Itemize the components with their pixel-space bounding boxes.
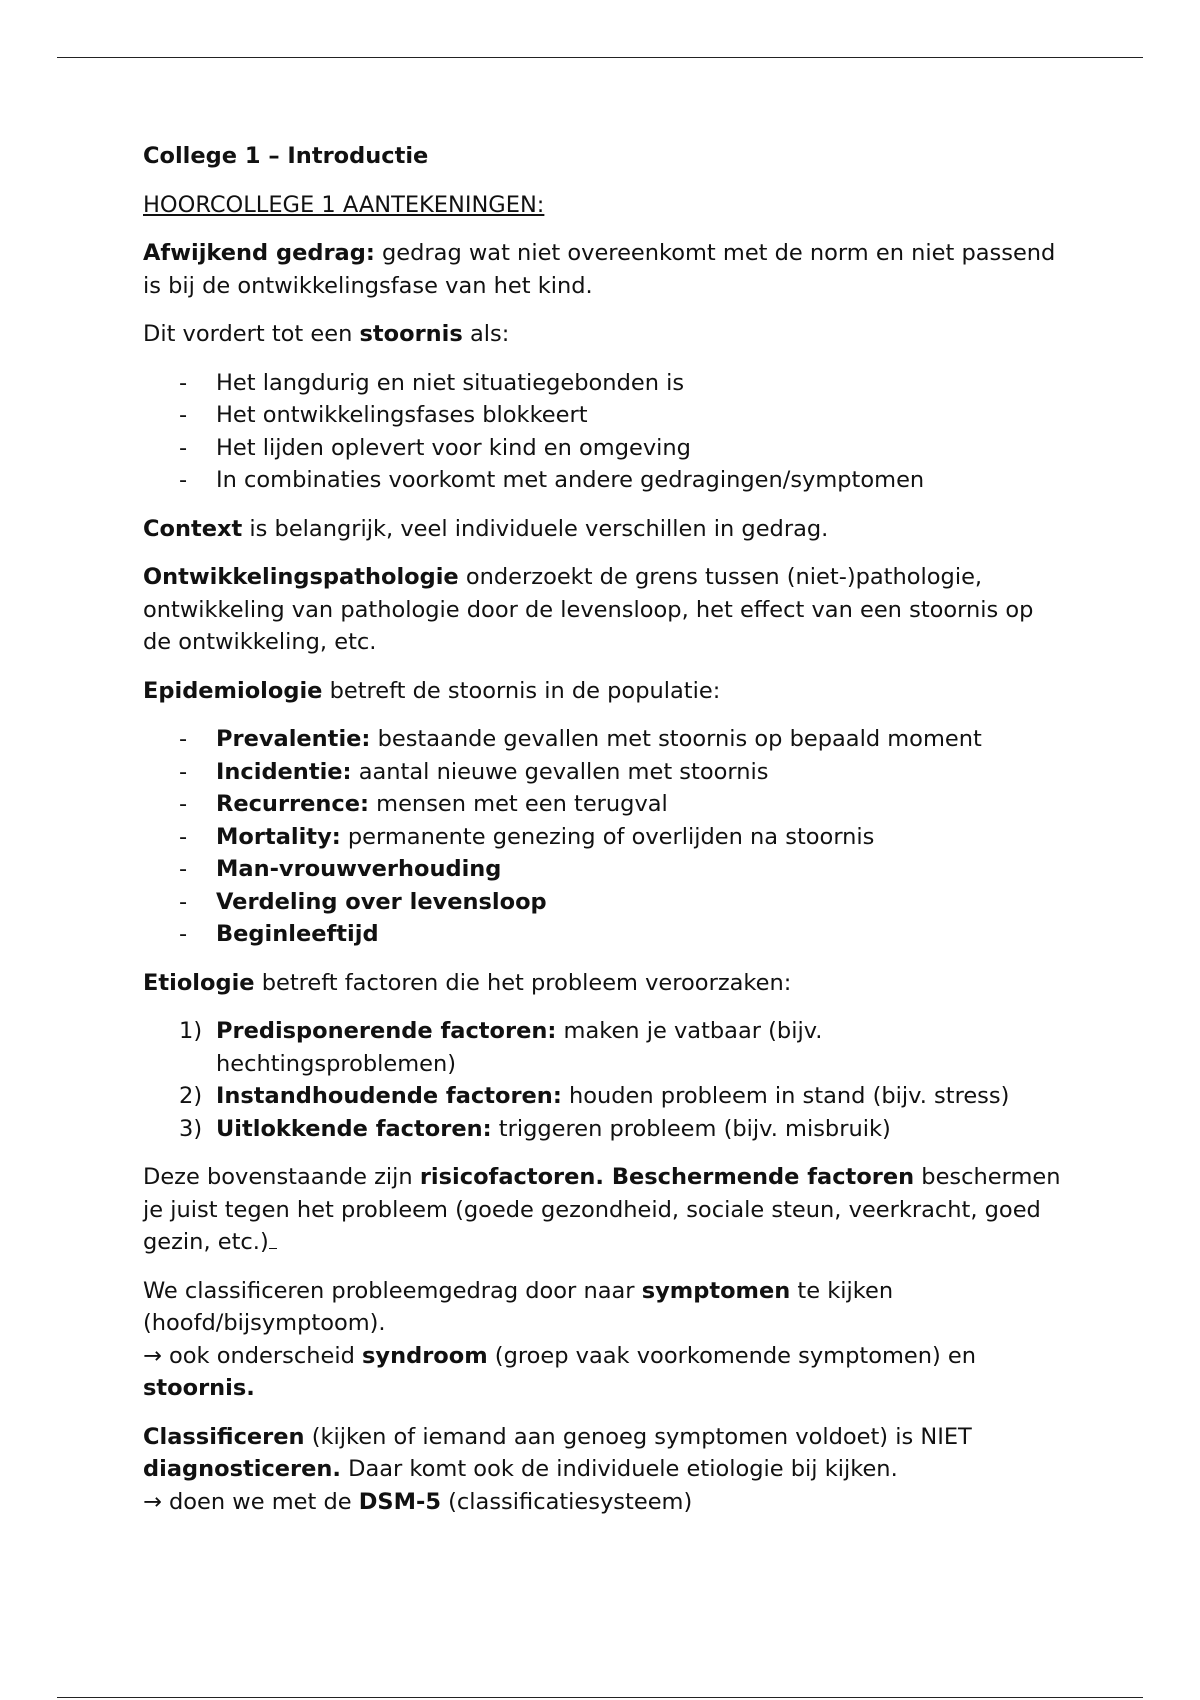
list-item — [143, 399, 1063, 432]
list-item — [143, 918, 1063, 951]
text-segment: als: — [462, 321, 510, 347]
list-item — [143, 821, 1063, 854]
paragraph-classificeren — [143, 1421, 1063, 1519]
list-item-term: Predisponerende factoren: — [216, 1018, 557, 1044]
list-item-text: Het lijden oplevert voor kind en omgeving — [216, 434, 691, 461]
list-item — [143, 723, 1063, 756]
term-epidemiologie: Epidemiologie — [143, 677, 323, 704]
list-item-text: Het ontwikkelingsfases blokkeert — [216, 402, 588, 428]
term-classificeren: Classificeren — [143, 1423, 305, 1450]
arrow-text: → ook onderscheid — [143, 1342, 363, 1369]
dash-marker: - — [179, 467, 188, 493]
list-item-term: Mortality: — [216, 823, 341, 850]
text-cursor — [269, 1228, 277, 1249]
dash-marker: - — [179, 758, 188, 785]
list-item-term: Recurrence: — [216, 791, 370, 817]
paragraph-etiologie — [143, 967, 1063, 1000]
term-stoornis: stoornis — [359, 321, 463, 347]
term-stoornis-2: stoornis. — [143, 1375, 255, 1401]
text-segment: onderzoekt de grens tussen (niet-)pathologie, ontwikkeling van pathologie door de levensloop, het effect van een stoornis op de ontwikkeling, etc. — [143, 564, 1034, 655]
list-item-text: triggeren probleem (bijv. misbruik) — [491, 1115, 891, 1142]
list-item-term: Instandhoudende factoren: — [216, 1083, 562, 1109]
list-item — [143, 432, 1063, 465]
dash-marker: - — [179, 726, 188, 752]
section-subtitle: HOORCOLLEGE 1 AANTEKENINGEN: — [143, 191, 545, 218]
term-etiologie: Etiologie — [143, 969, 255, 996]
text-segment: We classificeren probleemgedrag door naar — [143, 1277, 642, 1304]
document-body — [143, 140, 1063, 1534]
term-afwijkend-gedrag: Afwijkend gedrag: — [143, 240, 375, 266]
paragraph-epidemiologie — [143, 675, 1063, 708]
term-symptomen: symptomen — [641, 1277, 791, 1304]
header-rule — [57, 57, 1143, 58]
paragraph-context — [143, 513, 1063, 546]
list-item-term: Prevalentie: — [216, 726, 371, 752]
list-item — [143, 464, 1063, 497]
number-marker: 3) — [179, 1115, 203, 1142]
text-segment: Dit vordert tot een — [143, 321, 360, 347]
number-marker: 1) — [179, 1018, 203, 1044]
list-item-text: mensen met een terugval — [369, 791, 668, 817]
list-item — [143, 1113, 1063, 1146]
list-item-text: In combinaties voorkomt met andere gedragingen/symptomen — [216, 467, 925, 493]
list-item-text: bestaande gevallen met stoornis op bepaald moment — [370, 726, 982, 752]
term-risicofactoren: risicofactoren. Beschermende factoren — [419, 1164, 915, 1190]
dash-marker: - — [179, 888, 188, 915]
stoornis-criteria-list — [143, 367, 1063, 497]
term-dsm5: DSM-5 — [358, 1488, 441, 1515]
dash-marker: - — [179, 402, 188, 428]
text-segment: (classificatiesysteem) — [440, 1488, 693, 1515]
paragraph-risicofactoren — [143, 1161, 1063, 1259]
arrow-text: → doen we met de — [143, 1488, 359, 1515]
text-segment: Deze bovenstaande zijn — [143, 1164, 420, 1190]
dash-marker: - — [179, 823, 188, 850]
dash-marker: - — [179, 921, 188, 947]
list-item-text: permanente genezing of overlijden na stoornis — [340, 823, 875, 850]
paragraph-ontwikkelingspathologie — [143, 561, 1063, 659]
dash-marker: - — [179, 434, 188, 461]
number-marker: 2) — [179, 1083, 203, 1109]
list-item-term: Uitlokkende factoren: — [216, 1115, 492, 1142]
term-diagnosticeren: diagnosticeren. — [143, 1456, 341, 1482]
dash-marker: - — [179, 369, 188, 396]
list-item — [143, 788, 1063, 821]
page-title: College 1 – Introductie — [143, 143, 429, 169]
list-item-text: houden probleem in stand (bijv. stress) — [561, 1083, 1010, 1109]
paragraph-afwijkend-gedrag — [143, 237, 1063, 302]
paragraph-stoornis — [143, 318, 1063, 351]
list-item-term: Incidentie: — [216, 758, 352, 785]
epidemiologie-list — [143, 723, 1063, 951]
list-item-term: Man-vrouwverhouding — [216, 856, 502, 882]
dash-marker: - — [179, 856, 188, 882]
list-item-text: Het langdurig en niet situatiegebonden is — [216, 369, 685, 396]
etiologie-list — [143, 1015, 1063, 1145]
list-item — [143, 853, 1063, 886]
definition-text: gedrag wat niet overeenkomt met de norm en niet passend is bij de ontwikkelingsfase van het kind. — [143, 240, 1056, 299]
list-item — [143, 1080, 1063, 1113]
text-segment: Daar komt ook de individuele etiologie bij kijken. — [340, 1456, 898, 1482]
list-item — [143, 367, 1063, 400]
list-item-term: Verdeling over levensloop — [216, 888, 547, 915]
paragraph-symptomen — [143, 1275, 1063, 1405]
term-context: Context — [143, 515, 243, 542]
list-item-text: maken je vatbaar (bijv. hechtingsproblemen) — [216, 1018, 823, 1077]
list-item — [143, 886, 1063, 919]
text-segment: is belangrijk, veel individuele verschillen in gedrag. — [242, 515, 829, 542]
text-segment: (groep vaak voorkomende symptomen) en — [487, 1342, 977, 1369]
term-syndroom: syndroom — [362, 1342, 488, 1369]
list-item — [143, 756, 1063, 789]
text-segment: beschermen je juist tegen het probleem (goede gezondheid, sociale steun, veerkracht, goed gezin, etc.) — [143, 1164, 1061, 1255]
text-segment: betreft de stoornis in de populatie: — [322, 677, 721, 704]
footer-rule — [57, 1697, 1143, 1698]
list-item-term: Beginleeftijd — [216, 921, 379, 947]
list-item — [143, 1015, 1063, 1080]
text-segment: te kijken (hoofd/bijsymptoom). — [143, 1277, 894, 1336]
text-segment: (kijken of iemand aan genoeg symptomen voldoet) is NIET — [304, 1423, 972, 1450]
dash-marker: - — [179, 791, 188, 817]
text-segment: betreft factoren die het probleem veroorzaken: — [254, 969, 792, 996]
term-ontwikkelingspathologie: Ontwikkelingspathologie — [143, 564, 459, 590]
list-item-text: aantal nieuwe gevallen met stoornis — [351, 758, 769, 785]
